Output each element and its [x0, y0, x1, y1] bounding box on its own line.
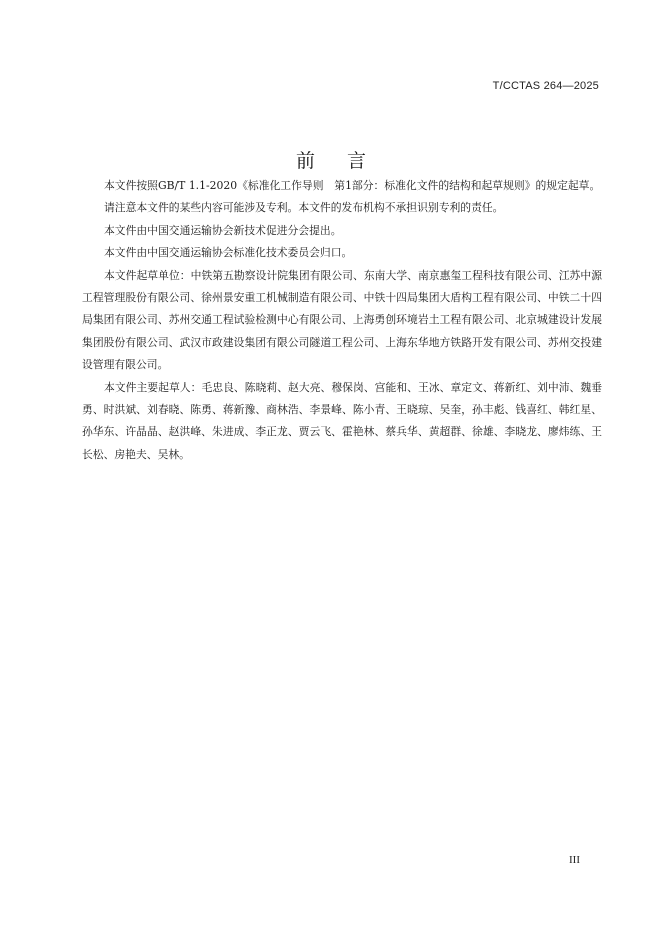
foreword-body [82, 175, 602, 466]
paragraph-patent-notice: 请注意本文件的某些内容可能涉及专利。本文件的发布机构不承担识别专利的责任。 [104, 201, 504, 215]
document-code: T/CCTAS 264—2025 [492, 80, 599, 92]
paragraph-standard-basis: 本文件按照GB/T 1.1-2020《标准化工作导则 第1部分：标准化文件的结构和起草规则》的规定起草。 [104, 179, 601, 192]
paragraph-proposer: 本文件由中国交通运输协会新技术促进分会提出。 [104, 223, 342, 237]
paragraph-drafting-units: 本文件起草单位：中铁第五勘察设计院集团有限公司、东南大学、南京惠玺工程科技有限公司、江苏中源工程管理股份有限公司、徐州景安重工机械制造有限公司、中铁十四局集团大盾构工程有限公司、中铁二十四局集团有限公司、苏州交通工程试验检测中心有限公司、上海勇创环境岩土工程有限公司、北京城建设计发展集团股份有限公司、武汉市政建设集团有限公司隧道工程公司、上海东华地方铁路开发有限公司、苏州交投建设管理有限公司。 [82, 268, 602, 372]
page-title: 前言 [295, 149, 398, 172]
paragraph-administrator: 本文件由中国交通运输协会标准化技术委员会归口。 [104, 246, 353, 260]
paragraph-drafters: 本文件主要起草人：毛忠良、陈晓莉、赵大亮、穆保岗、宫能和、王冰、章定文、蒋新红、刘中沛、魏垂勇、时洪斌、刘春晓、陈勇、蒋新豫、商林浩、李景峰、陈小青、王晓琼、吴奎，孙丰彪、钱喜红、韩红星、孙华东、许晶晶、赵洪峰、朱进成、李正龙、贾云飞、霍艳林、蔡兵华、黄超群、徐雄、李晓龙、廖炜练、王长松、房艳夫、吴林。 [82, 380, 602, 461]
page-number: III [569, 854, 580, 866]
